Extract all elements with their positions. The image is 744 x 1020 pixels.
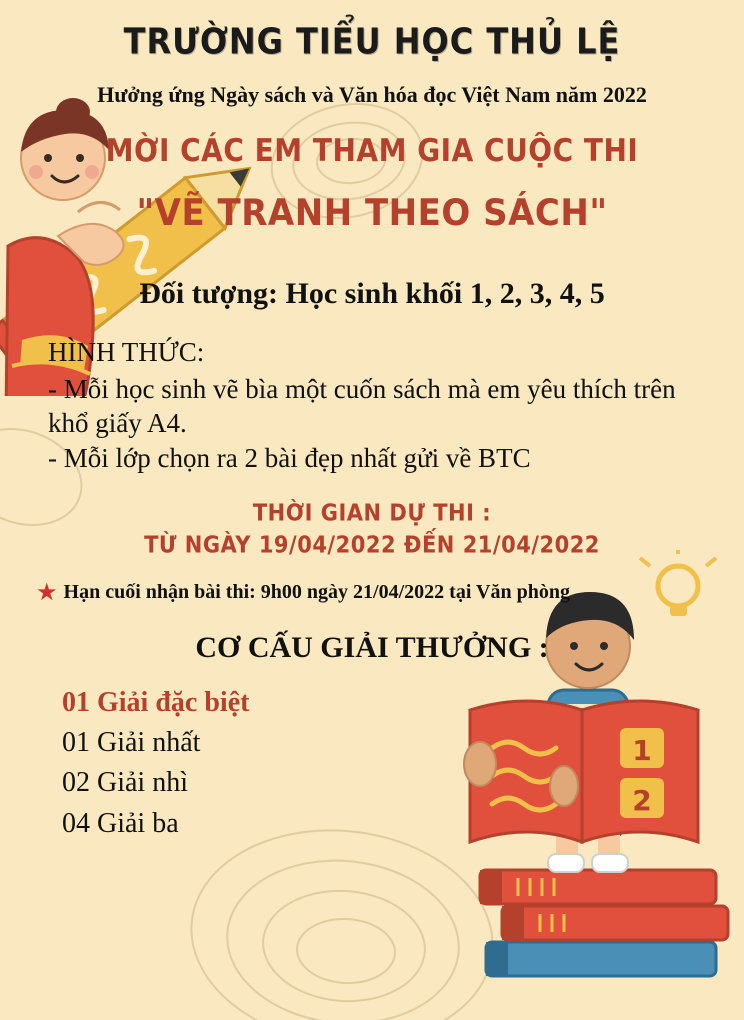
deadline-text: Hạn cuối nhận bài thi: 9h00 ngày 21/04/2022 tại Văn phòng bbox=[63, 581, 570, 604]
prize-item-second: 02 Giải nhì bbox=[62, 767, 188, 799]
school-name: TRƯỜNG TIỂU HỌC THỦ LỆ bbox=[123, 19, 621, 63]
poster-text-content bbox=[0, 19, 744, 844]
topographic-decoration-icon bbox=[294, 915, 397, 986]
prize-item-third: 04 Giải ba bbox=[62, 807, 179, 839]
time-heading: THỜI GIAN DỰ THI : bbox=[252, 499, 492, 526]
time-range: TỪ NGÀY 19/04/2022 ĐẾN 21/04/2022 bbox=[144, 531, 600, 558]
svg-text:2: 2 bbox=[632, 784, 652, 817]
prize-item-special: 01 Giải đặc biệt bbox=[62, 686, 250, 718]
invitation-line: MỜI CÁC EM THAM GIA CUỘC THI bbox=[105, 132, 639, 169]
format-heading: HÌNH THỨC: bbox=[48, 337, 205, 367]
format-line-2: - Mỗi lớp chọn ra 2 bài đẹp nhất gửi về BTC bbox=[48, 442, 531, 473]
topographic-decoration-icon bbox=[219, 850, 466, 1020]
prize-heading: CƠ CẤU GIẢI THƯỞNG : bbox=[195, 630, 549, 664]
topographic-decoration-icon bbox=[258, 884, 429, 1007]
event-subtitle: Hưởng ứng Ngày sách và Văn hóa đọc Việt Nam năm 2022 bbox=[97, 82, 647, 107]
prize-list bbox=[0, 683, 744, 844]
format-section bbox=[0, 337, 744, 475]
star-icon: ★ bbox=[36, 579, 58, 606]
format-line-1: - Mỗi học sinh vẽ bìa một cuốn sách mà em yêu thích trên khổ giấy A4. bbox=[48, 374, 676, 439]
prize-item-first: 01 Giải nhất bbox=[62, 727, 201, 759]
svg-text:1: 1 bbox=[632, 734, 652, 767]
deadline-row bbox=[0, 581, 744, 605]
audience-line: Đối tượng: Học sinh khối 1, 2, 3, 4, 5 bbox=[139, 277, 605, 310]
contest-title: "VẼ TRANH THEO SÁCH" bbox=[136, 191, 608, 235]
